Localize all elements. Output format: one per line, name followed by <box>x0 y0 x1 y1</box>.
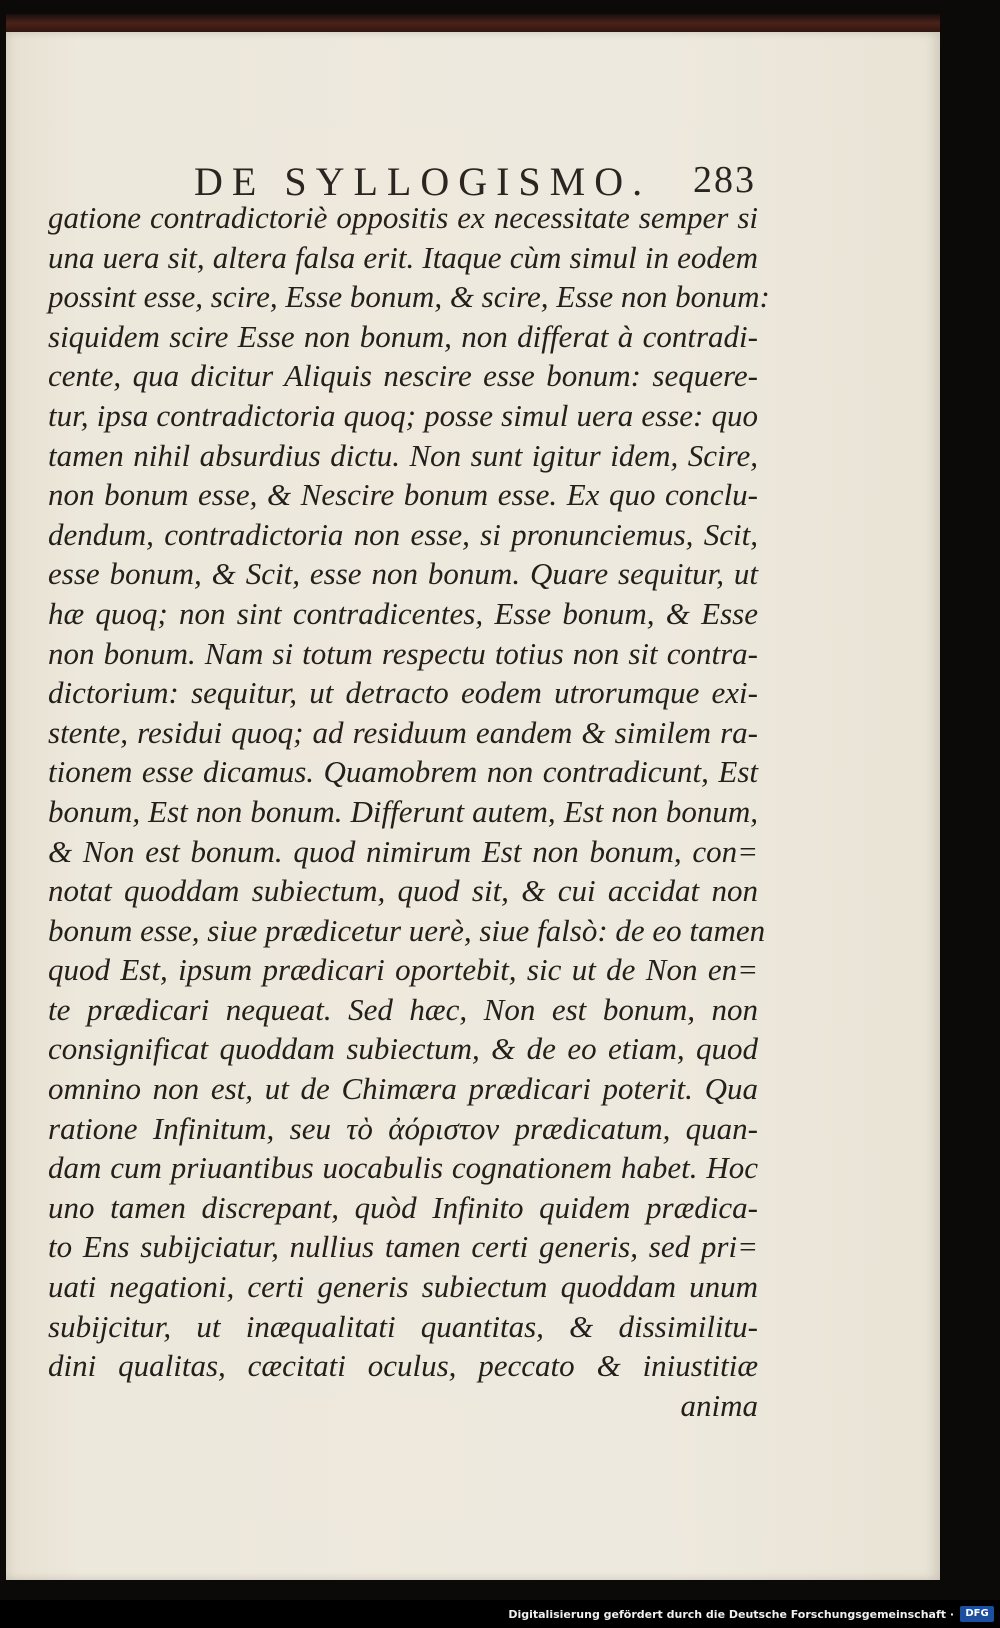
text-line: tionem esse dicamus. Quamobrem non contradicunt, Est <box>48 754 758 790</box>
text-line: omnino non est, ut de Chimæra prædicari poterit. Qua <box>48 1071 758 1107</box>
text-line: possint esse, scire, Esse bonum, & scire, Esse non bonum: <box>48 279 770 315</box>
text-line: non bonum. Nam si totum respectu totius non sit contra- <box>48 635 758 671</box>
text-line: stente, residui quoq; ad residuum eandem & similem ra- <box>48 714 758 750</box>
text-line: uati negationi, certi generis subiectum quoddam unum <box>48 1269 758 1305</box>
body-text <box>48 198 770 1425</box>
text-line: ratione Infinitum, seu τὸ ἀόριστον prædicatum, quan- <box>48 1110 758 1146</box>
text-line: quod Est, ipsum prædicari oportebit, sic ut de Non en= <box>48 952 758 988</box>
text-line: hæ quoq; non sint contradicentes, Esse bonum, & Esse <box>48 595 758 631</box>
text-line: to Ens subijciatur, nullius tamen certi generis, sed pri= <box>48 1229 758 1265</box>
funding-credit: Digitalisierung gefördert durch die Deutsche Forschungsgemeinschaft · <box>508 1608 954 1621</box>
text-line: uno tamen discrepant, quòd Infinito quidem prædica- <box>48 1189 758 1225</box>
text-line: dam cum priuantibus uocabulis cognationem habet. Hoc <box>48 1150 758 1186</box>
page-top-edge <box>6 14 940 34</box>
running-title: DE SYLLOGISMO. <box>194 159 652 204</box>
text-line: dendum, contradictoria non esse, si pronunciemus, Scit, <box>48 516 758 552</box>
text-line: dini qualitas, cæcitati oculus, peccato & iniustitiæ <box>48 1348 758 1384</box>
text-line: non bonum esse, & Nescire bonum esse. Ex quo conclu- <box>48 477 758 513</box>
text-line: & Non est bonum. quod nimirum Est non bonum, con= <box>48 833 758 869</box>
text-line: consignificat quoddam subiectum, & de eo etiam, quod <box>48 1031 758 1067</box>
text-line: una uera sit, altera falsa erit. Itaque cùm simul in eodem <box>48 239 758 275</box>
text-line: esse bonum, & Scit, esse non bonum. Quare sequitur, ut <box>48 556 758 592</box>
text-line: dictorium: sequitur, ut detracto eodem utrorumque exi- <box>48 675 758 711</box>
catchword: anima <box>680 1387 758 1423</box>
text-line: subijcitur, ut inæqualitati quantitas, & dissimilitu- <box>48 1308 758 1344</box>
dfg-logo: DFG <box>960 1606 994 1622</box>
text-line: bonum, Est non bonum. Differunt autem, Est non bonum, <box>48 793 758 829</box>
text-line: te prædicari nequeat. Sed hæc, Non est bonum, non <box>48 991 758 1027</box>
text-line: bonum esse, siue prædicetur uerè, siue falsò: de eo tamen <box>48 912 766 948</box>
page-number: 283 <box>693 159 756 201</box>
text-line: tur, ipsa contradictoria quoq; posse simul uera esse: quo <box>48 397 758 433</box>
text-line: cente, qua dicitur Aliquis nescire esse bonum: sequere- <box>48 358 758 394</box>
text-line: gatione contradictoriè oppositis ex necessitate semper si <box>48 200 758 235</box>
text-line: notat quoddam subiectum, quod sit, & cui accidat non <box>48 873 758 909</box>
text-line: siquidem scire Esse non bonum, non differat à contradi- <box>48 318 758 354</box>
text-line: tamen nihil absurdius dictu. Non sunt igitur idem, Scire, <box>48 437 758 473</box>
